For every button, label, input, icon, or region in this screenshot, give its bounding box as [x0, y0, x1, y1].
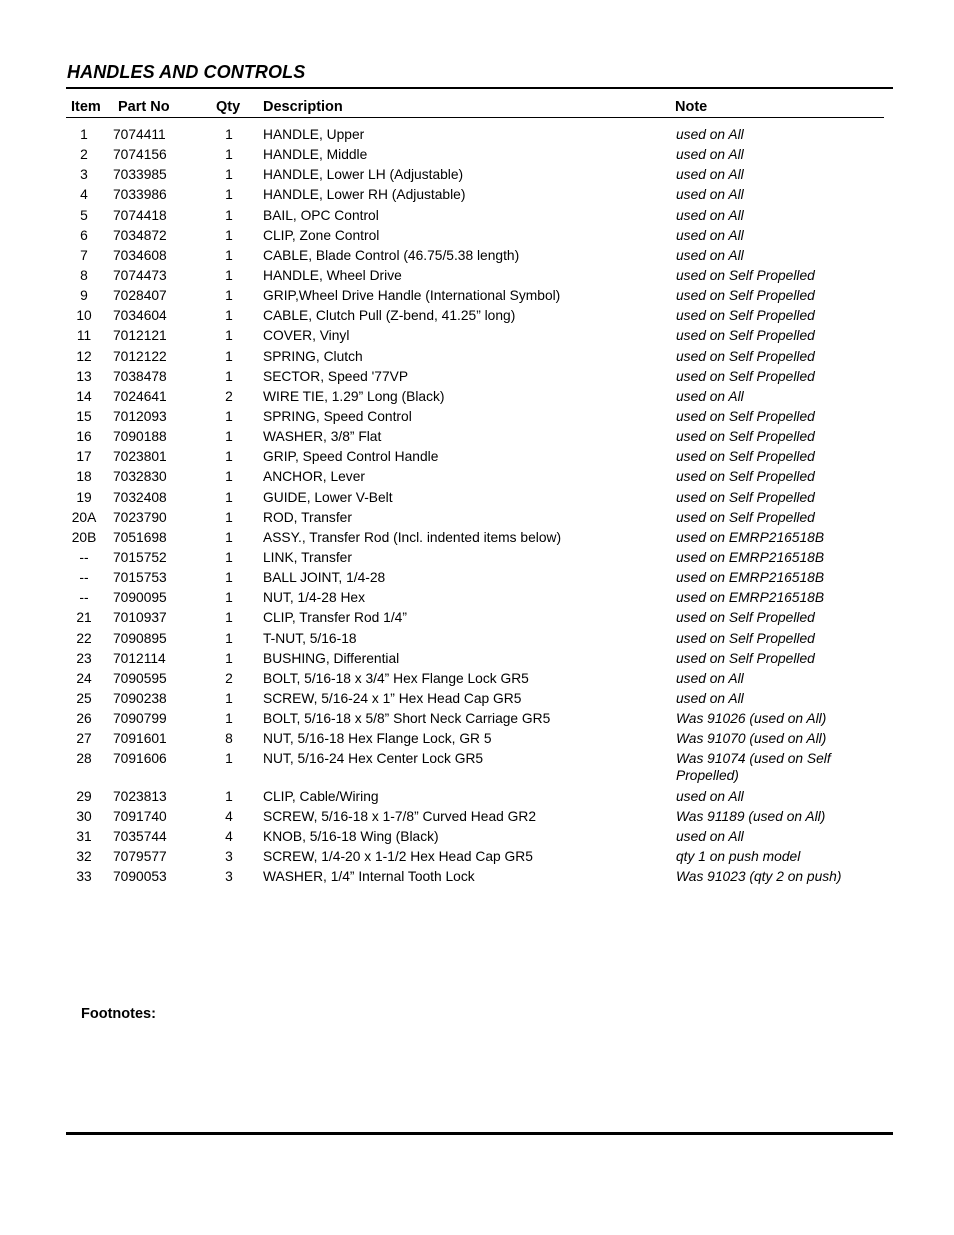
item-cell: -- — [79, 590, 89, 606]
note-cell: used on EMRP216518B — [676, 549, 825, 565]
part-no-cell: 7090053 — [113, 869, 167, 885]
note-cell: used on All — [676, 147, 744, 163]
note-cell: used on Self Propelled — [676, 610, 815, 626]
note-cell: used on Self Propelled — [676, 489, 815, 505]
description-cell: WIRE TIE, 1.29” Long (Black) — [263, 388, 445, 404]
page-title: HANDLES AND CONTROLS — [67, 62, 306, 82]
item-cell: 21 — [76, 610, 92, 626]
description-cell: NUT, 1/4-28 Hex — [263, 590, 365, 606]
qty-cell: 1 — [225, 288, 233, 304]
table-row — [0, 368, 954, 385]
note-cell: used on All — [676, 187, 744, 203]
table-row — [0, 428, 954, 445]
description-cell: ANCHOR, Lever — [263, 469, 365, 485]
note-cell: used on All — [676, 388, 744, 404]
part-no-cell: 7032830 — [113, 469, 167, 485]
note-cell: used on Self Propelled — [676, 650, 815, 666]
part-no-cell: 7091601 — [113, 731, 167, 747]
table-row — [0, 650, 954, 667]
item-cell: 24 — [76, 670, 92, 686]
qty-cell: 1 — [225, 549, 233, 565]
qty-cell: 1 — [225, 227, 233, 243]
qty-cell: 1 — [225, 570, 233, 586]
note-cell: used on All — [676, 690, 744, 706]
description-cell: SPRING, Speed Control — [263, 408, 412, 424]
table-row — [0, 569, 954, 586]
part-no-cell: 7074411 — [113, 127, 166, 142]
column-header-note: Note — [675, 99, 708, 115]
table-row — [0, 408, 954, 425]
qty-cell: 1 — [225, 348, 233, 364]
item-cell: -- — [79, 549, 89, 565]
item-cell: 16 — [76, 429, 92, 445]
table-row — [0, 690, 954, 707]
note-cell: qty 1 on push model — [676, 848, 801, 864]
item-cell: 9 — [80, 288, 88, 304]
description-cell: HANDLE, Lower RH (Adjustable) — [263, 187, 466, 203]
description-cell: T-NUT, 5/16-18 — [263, 630, 357, 646]
table-row — [0, 788, 954, 805]
top-rule — [66, 87, 893, 89]
description-cell: SECTOR, Speed '77VP — [263, 368, 409, 384]
table-row — [0, 247, 954, 264]
qty-cell: 1 — [225, 630, 233, 646]
table-row — [0, 529, 954, 546]
item-cell: 33 — [76, 869, 92, 885]
item-cell: 27 — [76, 731, 92, 747]
description-cell: NUT, 5/16-24 Hex Center Lock GR5 — [263, 751, 484, 767]
item-cell: 19 — [76, 489, 92, 505]
note-cell: Was 91189 (used on All) — [676, 808, 826, 824]
part-no-cell: 7090799 — [113, 711, 167, 727]
note-cell: used on All — [676, 127, 744, 142]
qty-cell: 1 — [225, 328, 233, 344]
qty-cell: 1 — [225, 408, 233, 424]
note-cell: used on Self Propelled — [676, 328, 815, 344]
description-cell: CLIP, Zone Control — [263, 227, 380, 243]
item-cell: 13 — [76, 368, 92, 384]
table-row — [0, 589, 954, 606]
table-row — [0, 186, 954, 203]
header-rule — [66, 117, 884, 118]
item-cell: 11 — [76, 328, 92, 344]
qty-cell: 2 — [225, 388, 233, 404]
note-cell: used on Self Propelled — [676, 509, 815, 525]
description-cell: CABLE, Blade Control (46.75/5.38 length) — [263, 247, 520, 263]
item-cell: 6 — [80, 227, 88, 243]
qty-cell: 1 — [225, 167, 233, 183]
table-row — [0, 287, 954, 304]
qty-cell: 1 — [225, 449, 233, 465]
qty-cell: 1 — [225, 469, 233, 485]
part-no-cell: 7033986 — [113, 187, 167, 203]
part-no-cell: 7074418 — [113, 207, 167, 223]
column-header-description: Description — [263, 99, 343, 115]
part-no-cell: 7035744 — [113, 828, 167, 844]
note-cell: used on Self Propelled — [676, 449, 815, 465]
description-cell: BUSHING, Differential — [263, 650, 400, 666]
qty-cell: 1 — [225, 509, 233, 525]
part-no-cell: 7034604 — [113, 308, 167, 324]
note-cell: used on Self Propelled — [676, 348, 815, 364]
part-no-cell: 7033985 — [113, 167, 167, 183]
item-cell: 28 — [76, 751, 92, 767]
part-no-cell: 7074473 — [113, 267, 167, 283]
part-no-cell: 7023801 — [113, 449, 167, 465]
part-no-cell: 7012121 — [113, 328, 167, 344]
qty-cell: 1 — [225, 650, 233, 666]
table-row — [0, 670, 954, 687]
qty-cell: 1 — [225, 711, 233, 727]
item-cell: 32 — [76, 848, 92, 864]
note-cell: used on Self Propelled — [676, 630, 815, 646]
note-cell: used on Self Propelled — [676, 408, 815, 424]
item-cell: 22 — [76, 630, 92, 646]
table-row — [0, 828, 954, 845]
qty-cell: 2 — [225, 670, 233, 686]
item-cell: 25 — [76, 690, 92, 706]
part-no-cell: 7012114 — [113, 650, 166, 666]
table-row — [0, 126, 954, 143]
qty-cell: 1 — [225, 690, 233, 706]
description-cell: GRIP,Wheel Drive Handle (International Symbol) — [263, 288, 561, 304]
qty-cell: 1 — [225, 267, 233, 283]
parts-table — [0, 126, 954, 888]
qty-cell: 1 — [225, 247, 233, 263]
qty-cell: 3 — [225, 848, 233, 864]
qty-cell: 1 — [225, 429, 233, 445]
description-cell: BOLT, 5/16-18 x 5/8” Short Neck Carriage GR5 — [263, 711, 551, 727]
description-cell: SPRING, Clutch — [263, 348, 363, 364]
part-no-cell: 7015753 — [113, 570, 167, 586]
part-no-cell: 7090188 — [113, 429, 167, 445]
note-cell: used on Self Propelled — [676, 308, 815, 324]
qty-cell: 1 — [225, 610, 233, 626]
qty-cell: 1 — [225, 127, 233, 142]
description-cell: SCREW, 5/16-18 x 1-7/8” Curved Head GR2 — [263, 808, 536, 824]
description-cell: ROD, Transfer — [263, 509, 352, 525]
note-cell: used on All — [676, 788, 744, 804]
qty-cell: 1 — [225, 788, 233, 804]
qty-cell: 4 — [225, 828, 233, 844]
description-cell: GRIP, Speed Control Handle — [263, 449, 439, 465]
footnotes-label: Footnotes: — [81, 1006, 156, 1022]
part-no-cell: 7079577 — [113, 848, 167, 864]
note-cell: used on All — [676, 207, 744, 223]
description-cell: WASHER, 1/4” Internal Tooth Lock — [263, 869, 475, 885]
table-row — [0, 327, 954, 344]
description-cell: CLIP, Cable/Wiring — [263, 788, 379, 804]
table-row — [0, 630, 954, 647]
table-row — [0, 868, 954, 885]
table-row — [0, 848, 954, 865]
qty-cell: 1 — [225, 489, 233, 505]
part-no-cell: 7010937 — [113, 610, 167, 626]
part-no-cell: 7015752 — [113, 549, 167, 565]
item-cell: 7 — [80, 247, 88, 263]
item-cell: 26 — [76, 711, 92, 727]
item-cell: 4 — [80, 187, 88, 203]
item-cell: 5 — [80, 207, 88, 223]
part-no-cell: 7024641 — [113, 388, 167, 404]
description-cell: WASHER, 3/8” Flat — [263, 429, 382, 445]
description-cell: HANDLE, Lower LH (Adjustable) — [263, 167, 464, 183]
description-cell: NUT, 5/16-18 Hex Flange Lock, GR 5 — [263, 731, 492, 747]
item-cell: 15 — [76, 408, 92, 424]
note-cell: Was 91070 (used on All) — [676, 731, 827, 747]
bottom-rule — [66, 1132, 893, 1135]
note-cell: used on Self Propelled — [676, 469, 815, 485]
part-no-cell: 7012122 — [113, 348, 167, 364]
note-cell: used on All — [676, 247, 744, 263]
part-no-cell: 7090095 — [113, 590, 167, 606]
note-cell: used on Self Propelled — [676, 288, 815, 304]
part-no-cell: 7034872 — [113, 227, 167, 243]
description-cell: COVER, Vinyl — [263, 328, 350, 344]
item-cell: -- — [79, 570, 89, 586]
item-cell: 31 — [76, 828, 92, 844]
part-no-cell: 7051698 — [113, 529, 167, 545]
description-cell: BOLT, 5/16-18 x 3/4” Hex Flange Lock GR5 — [263, 670, 529, 686]
note-cell: used on All — [676, 828, 744, 844]
table-row — [0, 468, 954, 485]
description-cell: ASSY., Transfer Rod (Incl. indented items below) — [263, 529, 562, 545]
note-cell: used on All — [676, 227, 744, 243]
table-row — [0, 609, 954, 626]
item-cell: 10 — [76, 308, 92, 324]
table-row — [0, 267, 954, 284]
table-row — [0, 146, 954, 163]
note-cell: used on EMRP216518B — [676, 590, 825, 606]
part-no-cell: 7090595 — [113, 670, 167, 686]
table-row — [0, 348, 954, 365]
description-cell: KNOB, 5/16-18 Wing (Black) — [263, 828, 439, 844]
description-cell: SCREW, 5/16-24 x 1” Hex Head Cap GR5 — [263, 690, 522, 706]
part-no-cell: 7032408 — [113, 489, 167, 505]
column-header-item: Item — [71, 99, 101, 115]
item-cell: 30 — [76, 808, 92, 824]
item-cell: 8 — [80, 267, 88, 283]
table-row — [0, 750, 954, 784]
description-cell: BALL JOINT, 1/4-28 — [263, 570, 386, 586]
table-row — [0, 549, 954, 566]
part-no-cell: 7038478 — [113, 368, 167, 384]
qty-cell: 1 — [225, 529, 233, 545]
description-cell: BAIL, OPC Control — [263, 207, 379, 223]
item-cell: 17 — [76, 449, 92, 465]
table-row — [0, 710, 954, 727]
table-row — [0, 166, 954, 183]
table-row — [0, 808, 954, 825]
part-no-cell: 7023813 — [113, 788, 167, 804]
note-cell: used on All — [676, 167, 744, 183]
description-cell: GUIDE, Lower V-Belt — [263, 489, 393, 505]
qty-cell: 1 — [225, 308, 233, 324]
note-cell: used on All — [676, 670, 744, 686]
note-cell: Was 91023 (qty 2 on push) — [676, 869, 842, 885]
description-cell: HANDLE, Middle — [263, 147, 368, 163]
item-cell: 29 — [76, 788, 92, 804]
note-cell: used on Self Propelled — [676, 429, 815, 445]
part-no-cell: 7090238 — [113, 690, 167, 706]
note-cell: used on Self Propelled — [676, 267, 815, 283]
note-cell: used on EMRP216518B — [676, 570, 825, 586]
note-cell: Was 91074 (used on Self Propelled) — [676, 751, 831, 784]
note-cell: Was 91026 (used on All) — [676, 711, 827, 727]
part-no-cell: 7091740 — [113, 808, 167, 824]
column-header-part-no: Part No — [118, 99, 170, 115]
part-no-cell: 7074156 — [113, 147, 167, 163]
item-cell: 23 — [76, 650, 92, 666]
part-no-cell: 7034608 — [113, 247, 167, 263]
part-no-cell: 7091606 — [113, 751, 167, 767]
table-row — [0, 388, 954, 405]
part-no-cell: 7090895 — [113, 630, 167, 646]
item-cell: 18 — [76, 469, 92, 485]
item-cell: 12 — [76, 348, 92, 364]
table-row — [0, 448, 954, 465]
description-cell: CABLE, Clutch Pull (Z-bend, 41.25” long) — [263, 308, 516, 324]
table-row — [0, 207, 954, 224]
description-cell: SCREW, 1/4-20 x 1-1/2 Hex Head Cap GR5 — [263, 848, 533, 864]
qty-cell: 1 — [225, 187, 233, 203]
qty-cell: 1 — [225, 590, 233, 606]
qty-cell: 1 — [225, 147, 233, 163]
table-row — [0, 227, 954, 244]
item-cell: 14 — [76, 388, 92, 404]
qty-cell: 3 — [225, 869, 233, 885]
item-cell: 2 — [80, 147, 88, 163]
qty-cell: 1 — [225, 368, 233, 384]
qty-cell: 1 — [225, 751, 233, 767]
item-cell: 1 — [80, 127, 88, 142]
item-cell: 20B — [71, 529, 97, 545]
table-row — [0, 509, 954, 526]
description-cell: LINK, Transfer — [263, 549, 352, 565]
part-no-cell: 7012093 — [113, 408, 167, 424]
table-row — [0, 730, 954, 747]
table-row — [0, 307, 954, 324]
note-cell: used on Self Propelled — [676, 368, 815, 384]
column-header-qty: Qty — [216, 99, 241, 115]
qty-cell: 4 — [225, 808, 233, 824]
table-row — [0, 489, 954, 506]
note-cell: used on EMRP216518B — [676, 529, 825, 545]
part-no-cell: 7028407 — [113, 288, 167, 304]
qty-cell: 8 — [225, 731, 233, 747]
item-cell: 3 — [80, 167, 88, 183]
item-cell: 20A — [71, 509, 97, 525]
description-cell: HANDLE, Upper — [263, 127, 365, 142]
part-no-cell: 7023790 — [113, 509, 167, 525]
description-cell: HANDLE, Wheel Drive — [263, 267, 402, 283]
qty-cell: 1 — [225, 207, 233, 223]
description-cell: CLIP, Transfer Rod 1/4” — [263, 610, 407, 626]
